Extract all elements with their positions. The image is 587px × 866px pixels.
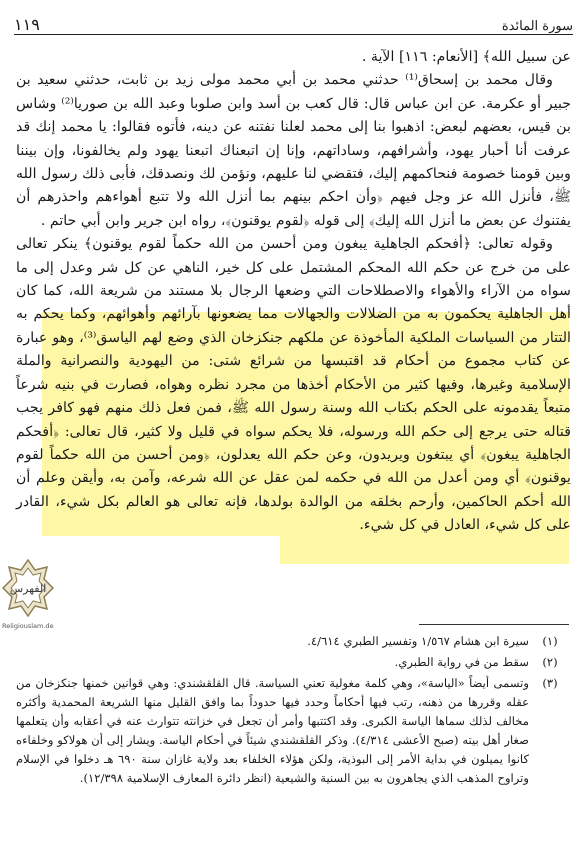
- footnote-separator: [419, 624, 569, 625]
- site-logo: [2, 558, 54, 620]
- page-number: ١١٩: [14, 15, 40, 34]
- footnotes: [16, 632, 571, 790]
- svg-text:الفهرس: الفهرس: [9, 582, 47, 595]
- footnote-text: سقط من في رواية الطبري.: [394, 655, 529, 669]
- highlighted-passage: ﴿أفحكم الجاهلية يبغون ومن أحسن من الله حكماً لقوم يوقنون﴾ ينكر تعالى على من خرج عن حكم الله المحكم المشتمل على كل خير، الناهي عن كل شر وعدل إلى ما سواه من الآراء والأهواء والاصطلاحات التي وضعها الرجال بلا مستند من شريعة الله، كما كان أهل الجاهلية يحكمون به من الضلالات والجهالات مما يضعونها بآرائهم وأهوائهم، وكما يحكم به التتار من السياسات الملكية المأخوذة عن ملكهم جنكزخان الذي وضع لهم الياسق⁽³⁾، وهو عبارة عن كتاب مجموع من أحكام قد اقتبسها من شرائع شتى: من اليهودية والنصرانية والملة الإسلامية وغيرها، وفيها كثير من الأحكام أخذها من مجرد نظره وهواه، فصارت في بنيه شرعاً متبعاً يقدمونه على الحكم بكتاب الله وسنة رسول الله ﷺ، فمن فعل ذلك منهم فهو كافر يجب قتاله حتى يرجع إلى حكم الله ورسوله، فلا يحكم سواه في قليل ولا كثير،: [16, 236, 571, 440]
- paragraph: عن سبيل الله﴾ [الأنعام: ١١٦] الآية .: [361, 49, 571, 65]
- footnote-text: سيرة ابن هشام ١/٥٦٧ وتفسير الطبري ٤/٦١٤.: [307, 634, 529, 648]
- footnote-number: (٢): [542, 655, 558, 669]
- paragraph-continuation: قال تعالى: ﴿أفحكم الجاهلية يبغون﴾ أي يبتغون ويريدون، وعن حكم الله يعدلون، ﴿ومن أحسن من الله حكماً لقوم يوقنون﴾ أي ومن أعدل من الله في حكمه لمن عقل عن الله شرعه، وآمن به، وأيقن وعلم أن الله أحكم الحاكمين، وأرحم بخلقه من الوالدة بولدها، فإنه تعالى هو العالم بكل شيء، القادر على كل شيء، العادل في كل شيء.: [16, 423, 571, 534]
- paragraph-highlighted: [16, 233, 571, 537]
- footnote: [16, 632, 571, 651]
- footnote-number: (١): [542, 634, 558, 648]
- highlight-tail: [280, 536, 569, 564]
- paragraph-intro: وقوله تعالى:: [471, 236, 553, 253]
- page-header: [14, 8, 573, 35]
- footnote: [16, 674, 571, 788]
- footnote: [16, 653, 571, 672]
- paragraph: وقال محمد بن إسحاق⁽¹⁾ حدثني محمد بن أبي محمد مولى زيد بن ثابت، حدثني سعيد بن جبير أو عكرمة. عن ابن عباس قال: قال كعب بن أسد وابن صلوبا وعبد الله بن صوريا⁽²⁾ وشاس بن قيس، بعضهم لبعض: اذهبوا بنا إلى محمد لعلنا نفتنه عن دينه، فأتوه فقالوا: يا محمد إنك قد عرفت أنا أحبار يهود، وأشرافهم، وسادات‍هم، وإنا إن اتبعناك اتبعنا يهود ولم يخالفونا، وإن بيننا وبين قومنا خصومة فنحاكمهم إليك، فتقضي لنا عليهم، ونؤمن لك ونصدقك، فأبى ذلك رسول الله ﷺ، فأنزل الله عز وجل فيهم ﴿وأن احكم بينهم بما أنزل الله ولا تتبع أهواءهم واحذرهم أن يفتنوك عن بعض ما أنزل الله إليك﴾ إلى قوله ﴿لقوم يوقنون﴾، رواه ابن جرير وابن أبي حاتم .: [16, 72, 571, 229]
- footnote-text: وتسمى أيضاً «الياسة»، وهي كلمة مغولية تعني السياسة. قال القلقشندي: وهي قوانين خمنها جنكزخان من عقله وقررها من ذهنه، رتب فيها أحكاماً وحدد فيها حدوداً بما وافق القليل منها الشريعة المحمدية وأكثره مخالف لذلك سماها الياسة الكبرى. وقد اكتتبها وأمر أن تجعل في خزانته تتوارث عنه في أعقابه وأن يتعلمها صغار أهل بيته (صبح الأعشى ٤/٣١٤). وذكر القلقشندي شيئاً في أحكام الياسة. ويشار إلى أن هولاكو وخلفاءه كانوا يميلون في بداية الأمر إلى البوذية، ولكن هؤلاء الخلفاء بعد ولاية غازان سنة ٦٩٠ هـ دخلوا في الإسلام وتراوح المذهب الذي يجاهرون به بين السنية والشيعية (انظر دائرة المعارف الإسلامية ١٢/٣٩٨).: [16, 676, 529, 785]
- main-text: [16, 46, 571, 538]
- logo-icon: [2, 558, 54, 620]
- surah-title: سورة المائدة: [501, 19, 573, 34]
- footnote-number: (٣): [542, 676, 558, 690]
- logo-caption: Religiouslam.de: [2, 622, 54, 630]
